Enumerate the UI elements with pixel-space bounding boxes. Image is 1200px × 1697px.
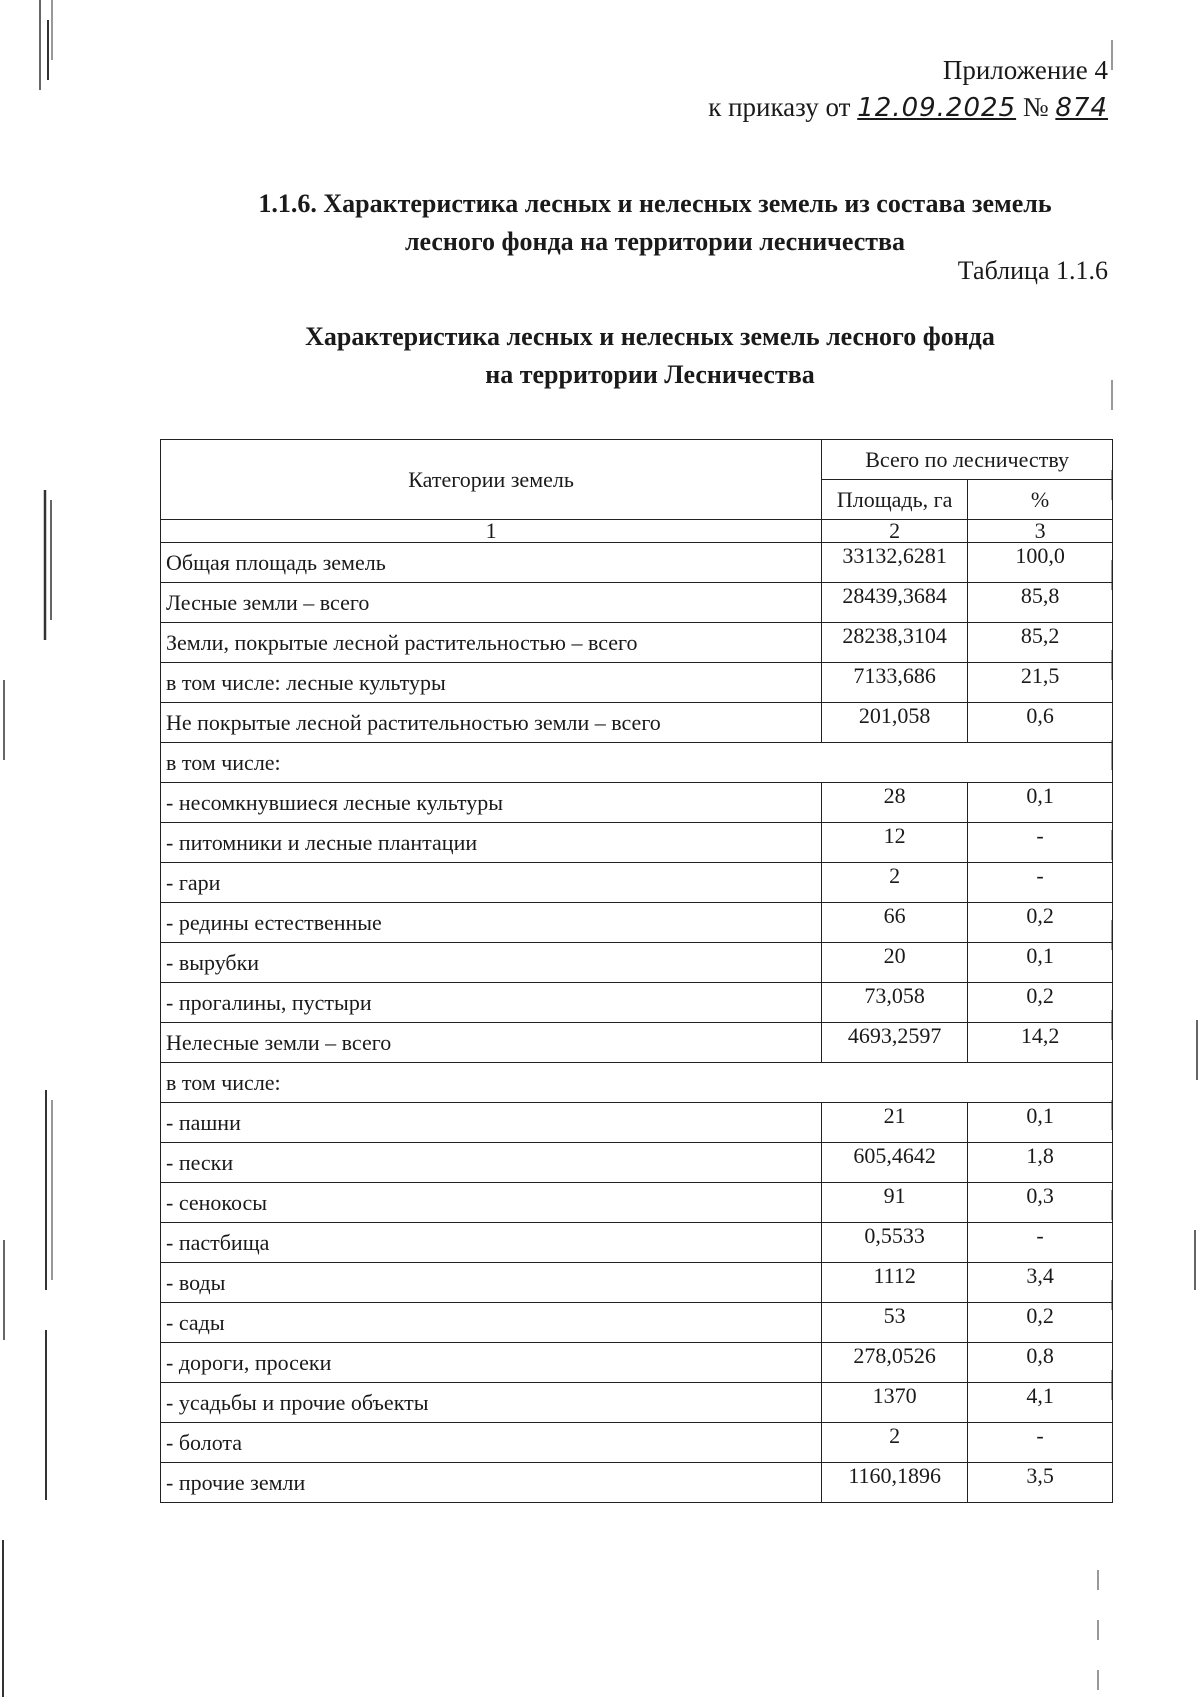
table-row: [161, 1423, 1113, 1463]
table-caption-line-2: на территории Лесничества: [485, 360, 815, 389]
row-percent: 14,2: [968, 1023, 1113, 1063]
row-category: в том числе:: [161, 1063, 1113, 1103]
header-percent: %: [968, 480, 1113, 520]
row-category: - пески: [161, 1143, 822, 1183]
row-percent: 0,3: [968, 1183, 1113, 1223]
column-index: 1: [161, 520, 822, 543]
row-area: 53: [822, 1303, 968, 1343]
row-area: 201,058: [822, 703, 968, 743]
table-label: Таблица 1.1.6: [957, 256, 1108, 285]
row-area: 278,0526: [822, 1343, 968, 1383]
table-row: [161, 943, 1113, 983]
row-area: 4693,2597: [822, 1023, 968, 1063]
appendix-header: [708, 52, 1108, 127]
row-area: 73,058: [822, 983, 968, 1023]
table-row: [161, 1063, 1113, 1103]
column-index: 2: [822, 520, 968, 543]
row-area: 2: [822, 863, 968, 903]
row-percent: 0,2: [968, 903, 1113, 943]
row-area: 1112: [822, 1263, 968, 1303]
row-category: - прочие земли: [161, 1463, 822, 1503]
table-row: [161, 863, 1113, 903]
row-area: 33132,6281: [822, 543, 968, 583]
row-percent: 100,0: [968, 543, 1113, 583]
table-row: [161, 583, 1113, 623]
column-index: 3: [968, 520, 1113, 543]
table-row: [161, 543, 1113, 583]
row-category: - сенокосы: [161, 1183, 822, 1223]
row-area: 2: [822, 1423, 968, 1463]
row-area: 91: [822, 1183, 968, 1223]
table-row: [161, 783, 1113, 823]
row-percent: 0,1: [968, 1103, 1113, 1143]
appendix-title: Приложение 4: [942, 55, 1108, 85]
land-characteristics-table: [160, 439, 1113, 1503]
table-row: [161, 623, 1113, 663]
row-percent: 0,1: [968, 943, 1113, 983]
row-percent: 1,8: [968, 1143, 1113, 1183]
table-row: [161, 1183, 1113, 1223]
header-total: Всего по лесничеству: [822, 440, 1113, 480]
row-percent: 85,2: [968, 623, 1113, 663]
header-category: Категории земель: [161, 440, 822, 520]
order-number: 874: [1055, 93, 1108, 123]
row-category: - пастбища: [161, 1223, 822, 1263]
number-sign: №: [1022, 92, 1049, 122]
section-title: [180, 185, 1130, 261]
row-percent: -: [968, 823, 1113, 863]
order-date: 12.09.2025: [857, 93, 1017, 123]
table-row: [161, 1263, 1113, 1303]
row-category: - редины естественные: [161, 903, 822, 943]
row-area: 66: [822, 903, 968, 943]
table-row: [161, 1223, 1113, 1263]
table-row: [161, 903, 1113, 943]
row-area: 7133,686: [822, 663, 968, 703]
row-area: 1370: [822, 1383, 968, 1423]
table-row: [161, 1103, 1113, 1143]
row-category: - несомкнувшиеся лесные культуры: [161, 783, 822, 823]
row-category: - болота: [161, 1423, 822, 1463]
row-category: в том числе:: [161, 743, 1113, 783]
table-row: [161, 663, 1113, 703]
row-percent: 3,5: [968, 1463, 1113, 1503]
row-category: Земли, покрытые лесной растительностью – всего: [161, 623, 822, 663]
section-title-line-2: лесного фонда на территории лесничества: [404, 227, 906, 256]
order-reference: [708, 89, 1108, 127]
table-row: [161, 823, 1113, 863]
header-area: Площадь, га: [822, 480, 968, 520]
table-row: [161, 1303, 1113, 1343]
table-caption: [230, 318, 1070, 394]
row-category: - вырубки: [161, 943, 822, 983]
row-area: 21: [822, 1103, 968, 1143]
row-area: 12: [822, 823, 968, 863]
table-caption-line-1: Характеристика лесных и нелесных земель лесного фонда: [305, 322, 995, 351]
order-prefix: к приказу от: [708, 92, 851, 122]
row-category: Не покрытые лесной растительностью земли – всего: [161, 703, 822, 743]
row-area: 20: [822, 943, 968, 983]
section-title-line-1: 1.1.6. Характеристика лесных и нелесных земель из состава земель: [258, 189, 1052, 218]
row-area: 28238,3104: [822, 623, 968, 663]
row-area: 0,5533: [822, 1223, 968, 1263]
table-row: [161, 1023, 1113, 1063]
table-row: [161, 1143, 1113, 1183]
row-percent: 3,4: [968, 1263, 1113, 1303]
row-percent: 0,1: [968, 783, 1113, 823]
table-row: [161, 703, 1113, 743]
table-row: [161, 1463, 1113, 1503]
table-row: [161, 743, 1113, 783]
row-category: - сады: [161, 1303, 822, 1343]
row-percent: 0,6: [968, 703, 1113, 743]
row-category: в том числе: лесные культуры: [161, 663, 822, 703]
row-percent: 0,8: [968, 1343, 1113, 1383]
row-area: 605,4642: [822, 1143, 968, 1183]
row-category: - усадьбы и прочие объекты: [161, 1383, 822, 1423]
row-percent: 21,5: [968, 663, 1113, 703]
row-area: 1160,1896: [822, 1463, 968, 1503]
row-percent: -: [968, 1423, 1113, 1463]
row-percent: 0,2: [968, 1303, 1113, 1343]
row-percent: -: [968, 1223, 1113, 1263]
row-area: 28439,3684: [822, 583, 968, 623]
table-row: [161, 983, 1113, 1023]
row-percent: 0,2: [968, 983, 1113, 1023]
row-category: - пашни: [161, 1103, 822, 1143]
row-category: - дороги, просеки: [161, 1343, 822, 1383]
row-category: - гари: [161, 863, 822, 903]
row-category: - воды: [161, 1263, 822, 1303]
row-percent: 85,8: [968, 583, 1113, 623]
table-body: [161, 543, 1113, 1503]
row-category: Нелесные земли – всего: [161, 1023, 822, 1063]
row-percent: 4,1: [968, 1383, 1113, 1423]
row-category: Лесные земли – всего: [161, 583, 822, 623]
table-row: [161, 1383, 1113, 1423]
table-row: [161, 1343, 1113, 1383]
row-category: - питомники и лесные плантации: [161, 823, 822, 863]
row-area: 28: [822, 783, 968, 823]
row-percent: -: [968, 863, 1113, 903]
row-category: - прогалины, пустыри: [161, 983, 822, 1023]
row-category: Общая площадь земель: [161, 543, 822, 583]
